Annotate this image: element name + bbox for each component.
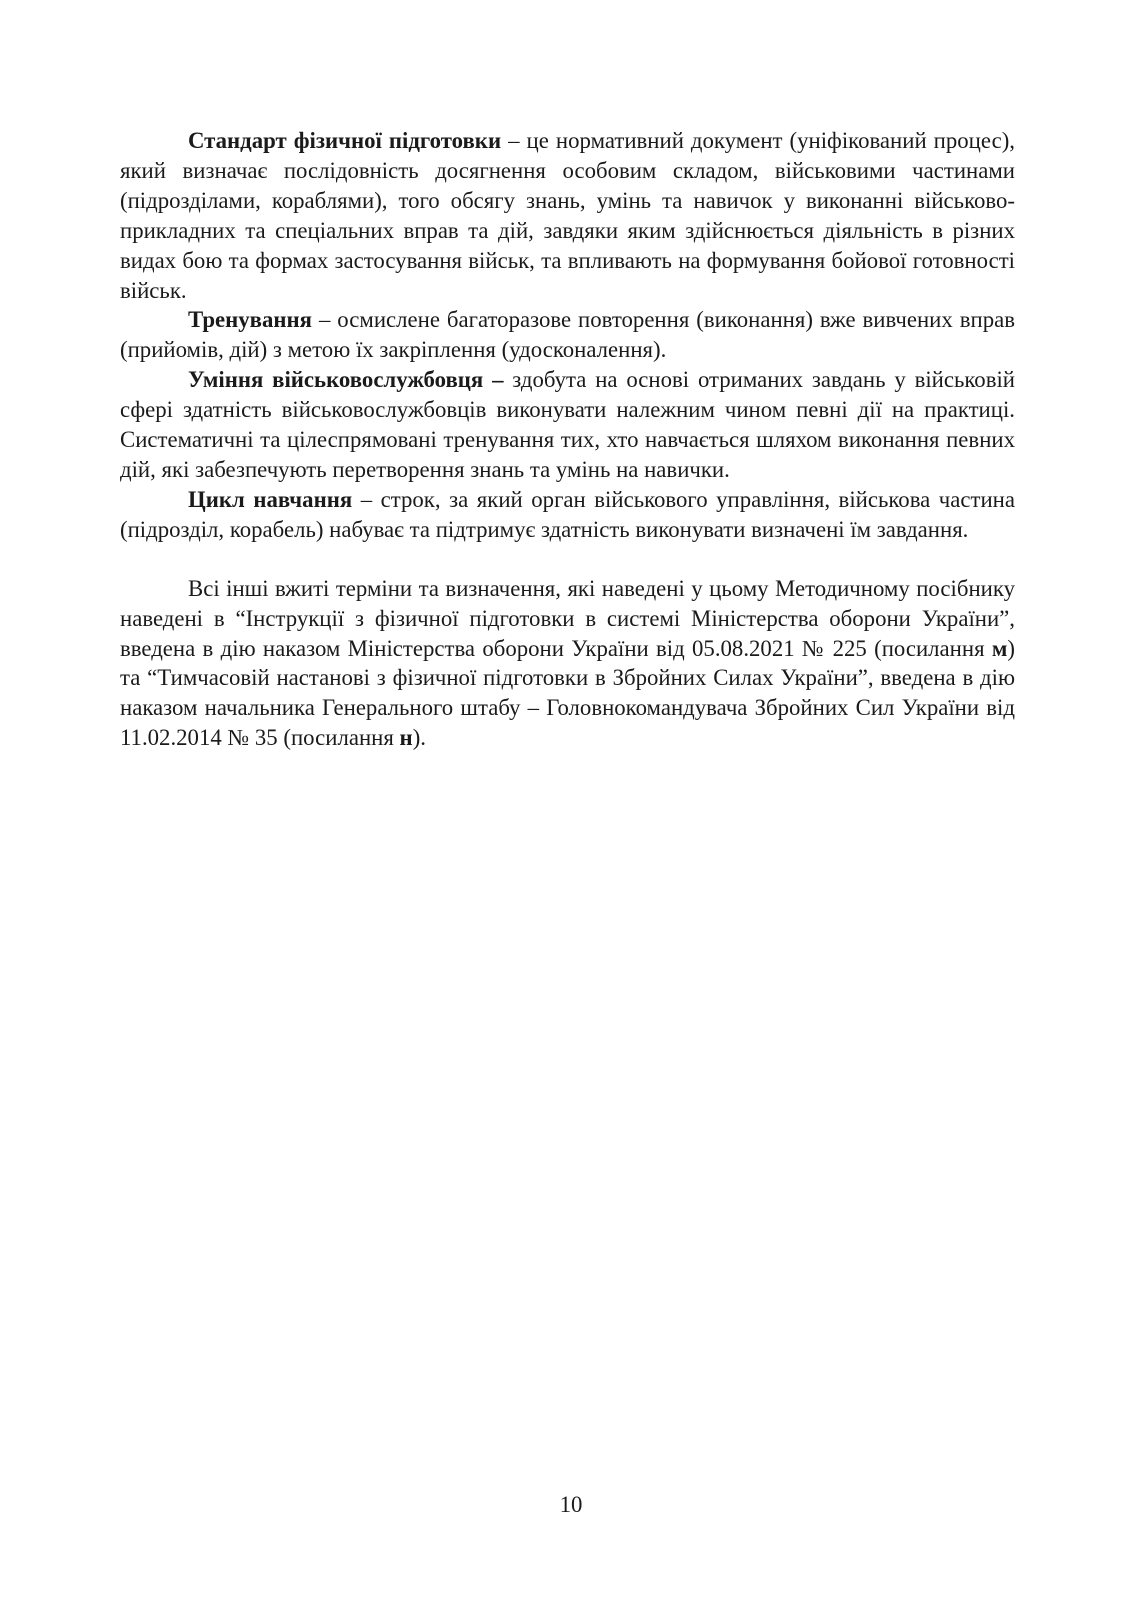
reference-marker: м (991, 635, 1008, 661)
paragraph-spacer (120, 545, 1015, 574)
definition-text: здобута на основі отриманих завдань у військовій сфері здатність військовослужбовців виконувати належним чином певні дії на практиці. Систематичні та цілеспрямовані тренування тих, хто навчається шляхом виконання певних дій, які забезпечують перетворення знань та умінь на навички. (120, 367, 1015, 482)
defined-term: Цикл навчання (188, 486, 353, 512)
closing-paragraph (120, 574, 1015, 753)
reference-marker: н (399, 725, 413, 751)
defined-term: Стандарт фізичної підготовки (188, 128, 502, 153)
definition-paragraph (120, 126, 1015, 305)
closing-text-part: Всі інші вжиті терміни та визначення, які наведені у цьому Методичному посібнику наведені в “Інструкції з фізичної підготовки в системі Міністерства оборони України”, введена в дію наказом Міністерства оборони України від 05.08.2021 № 225 (посилання (120, 575, 1015, 661)
closing-text-part: ) та “Тимчасовій настанові з фізичної підготовки в Збройних Силах України”, введена в дію наказом начальника Генерального штабу – Головнокомандувача Збройних Сил України від 11.02.2014 № 35 (посилання (120, 635, 1015, 751)
definition-paragraph (120, 485, 1015, 545)
definition-text: – осмислене багаторазове повторення (виконання) вже вивчених вправ (прийомів, дій) з метою їх закріплення (удосконалення). (120, 307, 1015, 363)
definition-text: – строк, за який орган військового управління, військова частина (підрозділ, корабель) набуває та підтримує здатність виконувати визначені їм завдання. (120, 486, 1015, 542)
closing-text-part: ). (412, 725, 426, 751)
definition-paragraph (120, 305, 1015, 365)
definition-paragraph (120, 365, 1015, 485)
defined-term: Уміння військовослужбовця – (188, 367, 504, 393)
page-content (120, 126, 1015, 753)
definition-text: – це нормативний документ (уніфікований процес), який визначає послідовність досягнення особовим складом, військовими частинами (підрозділами, кораблями), того обсягу знань, умінь та навичок у виконанні військово-прикладних та спеціальних вправ та дій, завдяки яким здійснюється діяльність в різних видах бою та формах застосування військ, та впливають на формування бойової готовності військ. (120, 128, 1015, 303)
defined-term: Тренування (188, 307, 312, 333)
page-number: 10 (559, 1492, 583, 1517)
